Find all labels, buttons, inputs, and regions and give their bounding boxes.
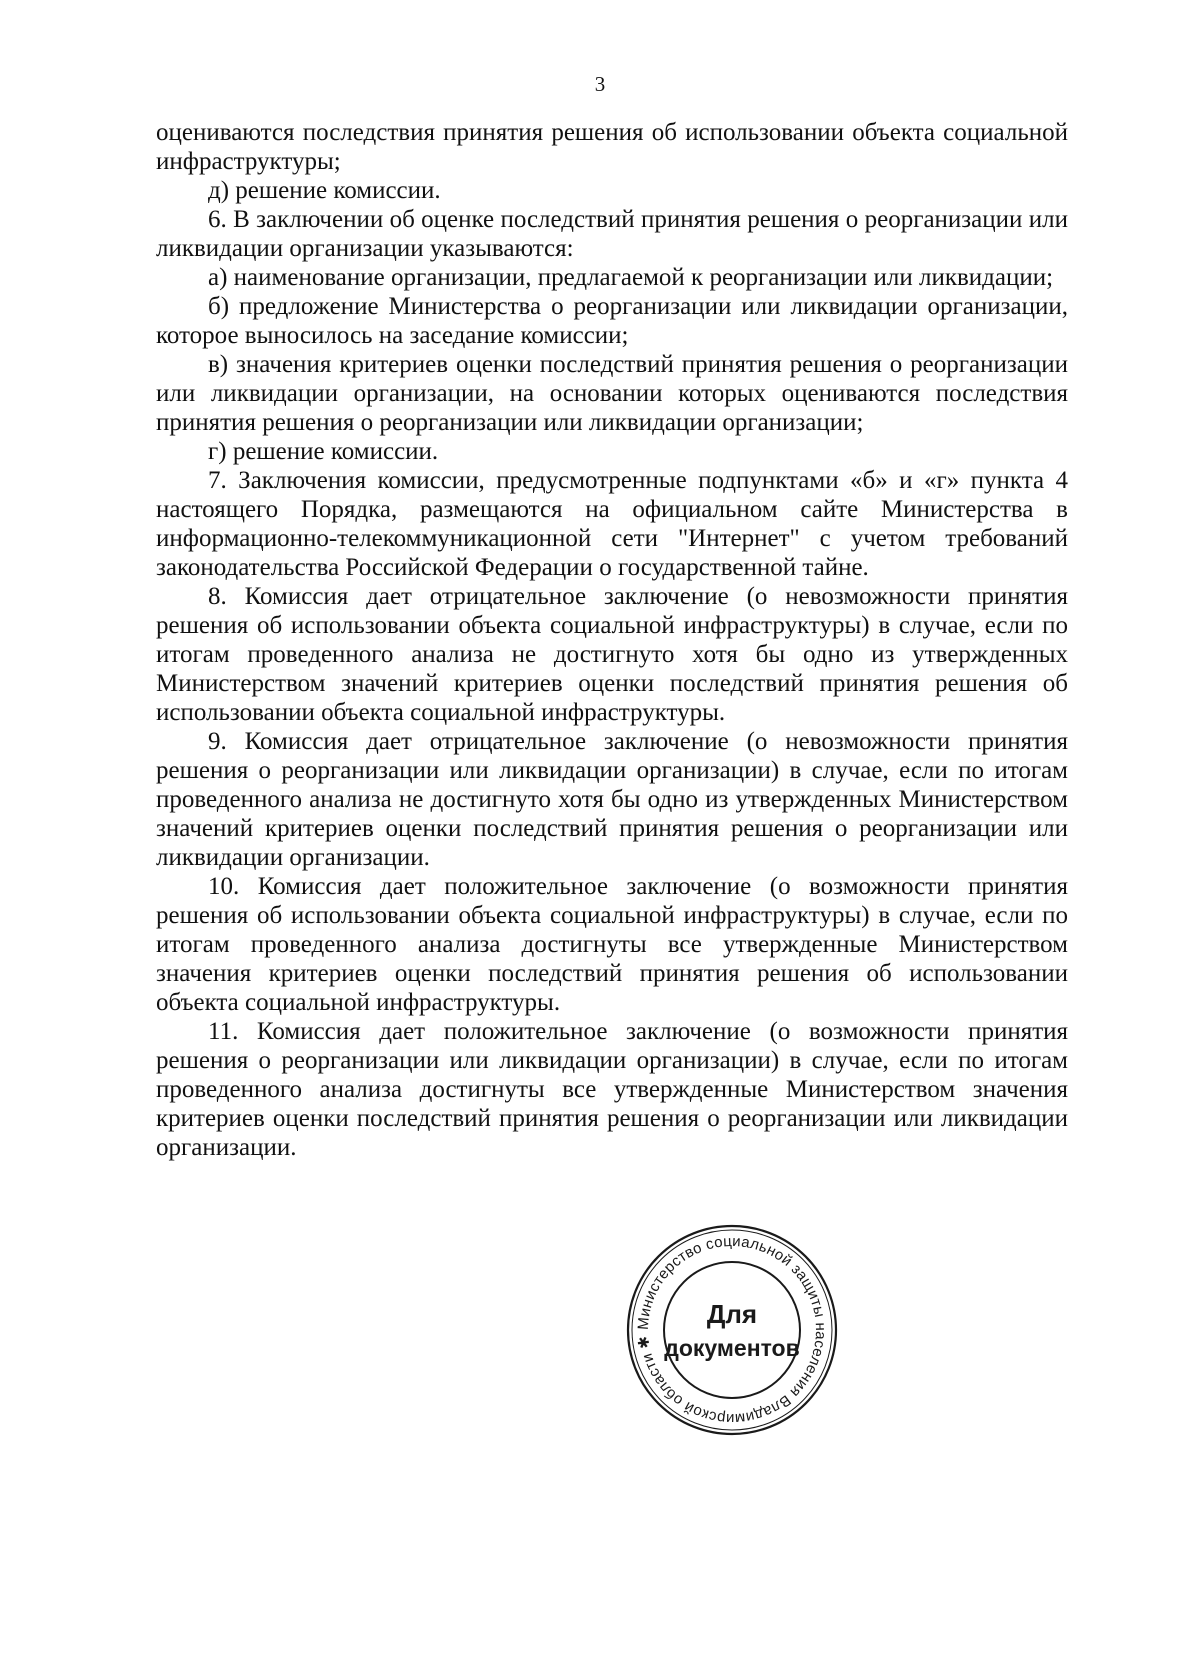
paragraph-12: 11. Комиссия дает положительное заключение (о возможности принятия решения о реорганизации или ликвидации организации) в случае, если по итогам проведенного анализа достигнуты все утвержденные Министерством значения критериев оценки последствий принятия решения о реорганизации или ликвидации организации. xyxy=(156,1018,1068,1161)
seal-inner-ring xyxy=(664,1262,800,1398)
official-seal xyxy=(622,1220,842,1440)
paragraph-11: 10. Комиссия дает положительное заключение (о возможности принятия решения об использовании объекта социальной инфраструктуры) в случае, если по итогам проведенного анализа достигнуты все утвержденные Министерством значения критериев оценки последствий принятия решения об использовании объекта социальной инфраструктуры. xyxy=(156,873,1068,1016)
paragraph-2: д) решение комиссии. xyxy=(208,177,441,204)
document-body xyxy=(156,118,1068,1162)
paragraph-4: а) наименование организации, предлагаемой к реорганизации или ликвидации; xyxy=(208,264,1054,291)
paragraph-6: в) значения критериев оценки последствий принятия решения о реорганизации или ликвидации организации, на основании которых оцениваются последствия принятия решения о реорганизации или ликвидации организации; xyxy=(156,351,1068,436)
paragraph-10: 9. Комиссия дает отрицательное заключение (о невозможности принятия решения о реорганизации или ликвидации организации) в случае, если по итогам проведенного анализа не достигнуто хотя бы одно из утвержденных Министерством значений критериев оценки последствий принятия решения о реорганизации или ликвидации организации. xyxy=(156,728,1068,871)
seal-outer-ring xyxy=(628,1226,836,1434)
paragraph-1: оцениваются последствия принятия решения об использовании объекта социальной инфраструктуры; xyxy=(156,119,1068,175)
seal-outer-ring-thin xyxy=(632,1230,832,1430)
seal-graphic xyxy=(622,1220,842,1440)
paragraph-7: г) решение комиссии. xyxy=(208,438,439,465)
seal-center-line-1: Для xyxy=(706,1299,758,1329)
paragraph-9: 8. Комиссия дает отрицательное заключение (о невозможности принятия решения об использовании объекта социальной инфраструктуры) в случае, если по итогам проведенного анализа не достигнуто хотя бы одно из утвержденных Министерством значений критериев оценки последствий принятия решения об использовании объекта социальной инфраструктуры. xyxy=(156,583,1068,726)
paragraph-3: 6. В заключении об оценке последствий принятия решения о реорганизации или ликвидации организации указываются: xyxy=(156,206,1068,262)
seal-center-line-2: документов xyxy=(664,1335,800,1361)
paragraph-5: б) предложение Министерства о реорганизации или ликвидации организации, которое выносилось на заседание комиссии; xyxy=(156,293,1068,349)
seal-ring-text: Министерство социальной защиты населения Владимирской области ✱ xyxy=(634,1232,830,1428)
paragraph-8: 7. Заключения комиссии, предусмотренные подпунктами «б» и «г» пункта 4 настоящего Порядка, размещаются на официальном сайте Министерства в информационно-телекоммуникационной сети "Интернет" с учетом требований законодательства Российской Федерации о государственной тайне. xyxy=(156,467,1068,581)
page-number: 3 xyxy=(594,72,606,96)
